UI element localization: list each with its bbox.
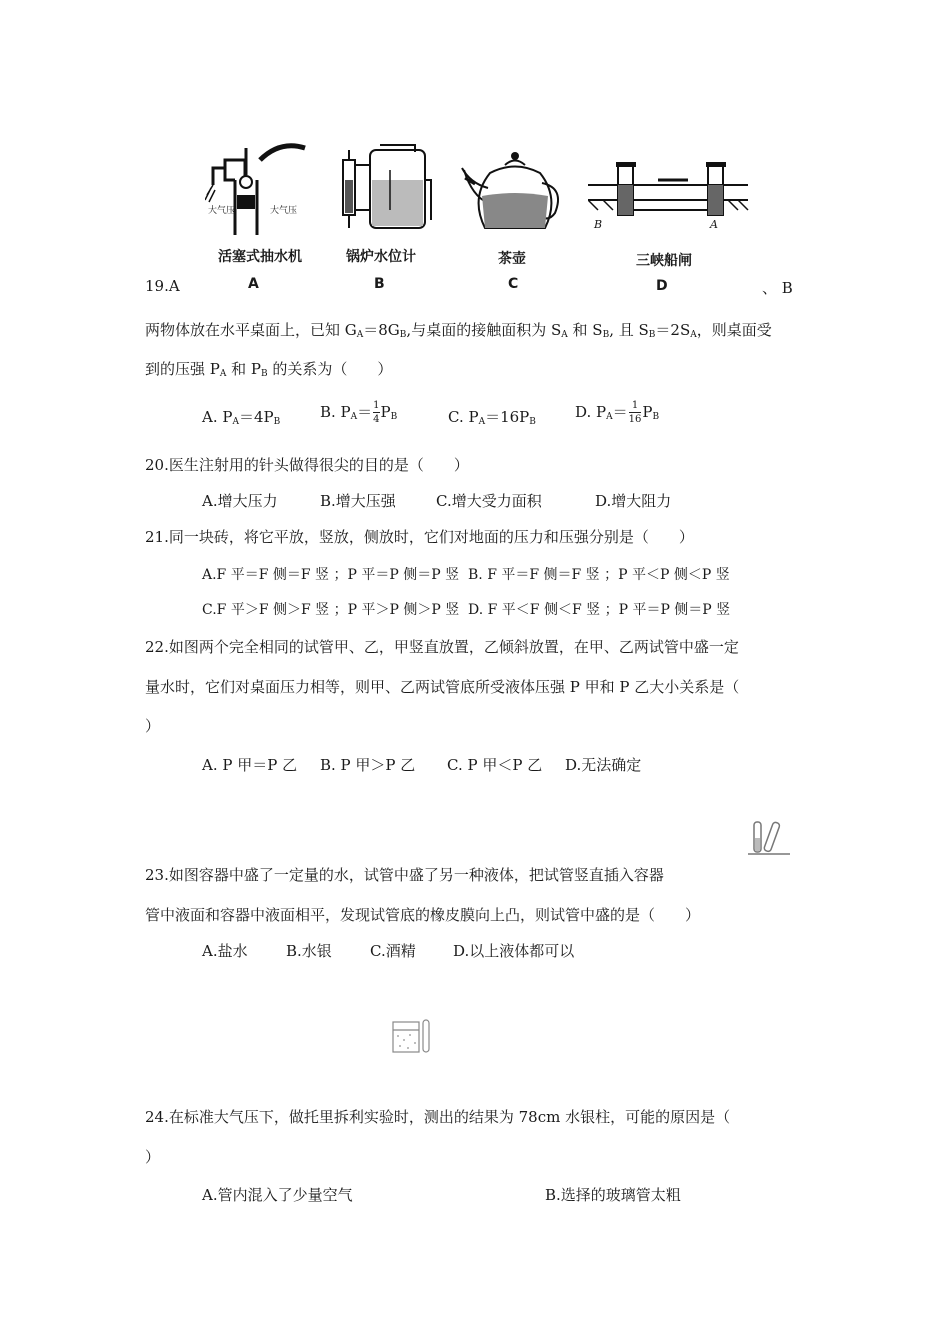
q19-line2: 两物体放在水平桌面上，已知 $G_A=8G_B$,与桌面的接触面积为 $S_A$ 和 $S_B$, 且 $S_B=2S_A$，则桌面受 (145, 321, 772, 340)
lock-label-a: A (710, 218, 718, 231)
caption-boiler-gauge: 锅炉水位计 (346, 249, 416, 265)
container-with-test-tube-figure (390, 1018, 440, 1056)
q22-line1: 22.如图两个完全相同的试管甲、乙，甲竖直放置，乙倾斜放置，在甲、乙两试管中盛一定 (145, 638, 739, 656)
q23-option-c[interactable]: C.酒精 (370, 942, 416, 960)
q22-option-c[interactable]: C. P 甲＜P 乙 (447, 756, 543, 774)
q20-option-a[interactable]: A.增大压力 (202, 492, 278, 510)
pump-label-left: 大气压 (208, 206, 236, 216)
q20-stem: 20.医生注射用的针头做得很尖的目的是（ ） (145, 456, 469, 474)
q24-option-a[interactable]: A.管内混入了少量空气 (202, 1186, 353, 1204)
q23-option-d[interactable]: D.以上液体都可以 (453, 942, 575, 960)
q20-option-c[interactable]: C.增大受力面积 (436, 492, 542, 510)
q22-line3: ） (145, 717, 161, 735)
q19-option-b[interactable]: B. $P_A=$ $\frac{1}{4}$ $P_B$ (320, 400, 398, 425)
boiler-water-gauge-illustration (335, 140, 435, 240)
figure-letter-d: D (656, 278, 668, 294)
piston-pump-illustration (205, 140, 320, 240)
q20-option-b[interactable]: B.增大压强 (320, 492, 396, 510)
ship-lock-illustration (588, 160, 753, 235)
q19-option-d[interactable]: D. $P_A=$ $\frac{1}{16}$ $P_B$ (575, 400, 660, 425)
q24-line1: 24.在标准大气压下，做托里拆利实验时，测出的结果为 78cm 水银柱，可能的原因是（ (145, 1108, 731, 1126)
q22-option-a[interactable]: A. P 甲＝P 乙 (202, 756, 298, 774)
q20-option-d[interactable]: D.增大阻力 (595, 492, 672, 510)
teapot-illustration (460, 148, 570, 243)
caption-piston-pump: 活塞式抽水机 (218, 249, 302, 265)
q21-option-d[interactable]: D. F 平＜F 侧＜F 竖 ；P 平＝P 侧＝P 竖 (468, 602, 731, 618)
q21-stem: 21.同一块砖，将它平放，竖放，侧放时，它们对地面的压力和压强分别是（ ） (145, 528, 694, 546)
q21-option-b[interactable]: B. F 平＝F 侧＝F 竖 ；P 平＜P 侧＜P 竖 (468, 567, 730, 583)
q19-option-a[interactable]: A. $P_A=4P_B$ (202, 408, 281, 427)
pump-label-right: 大气压 (270, 206, 298, 216)
test-tubes-figure (748, 818, 790, 860)
q21-option-a[interactable]: A.F 平＝F 侧＝F 竖 ；P 平＝P 侧＝P 竖 (202, 567, 460, 583)
q19-option-c[interactable]: C. $P_A=16P_B$ (448, 408, 536, 427)
q19-line1-end: 、 B (762, 279, 793, 297)
q23-line1: 23.如图容器中盛了一定量的水，试管中盛了另一种液体，把试管竖直插入容器 (145, 866, 664, 884)
q22-line2: 量水时，它们对桌面压力相等，则甲、乙两试管底所受液体压强 P 甲和 P 乙大小关系是（ (145, 678, 740, 696)
q23-line2: 管中液面和容器中液面相平，发现试管底的橡皮膜向上凸，则试管中盛的是（ ） (145, 906, 701, 924)
q22-option-b[interactable]: B. P 甲＞P 乙 (320, 756, 416, 774)
q24-option-b[interactable]: B.选择的玻璃管太粗 (545, 1186, 681, 1204)
figure-letter-c: C (508, 276, 519, 292)
q19-line1-start: 19.A (145, 277, 180, 295)
figure-letter-b: B (374, 276, 385, 292)
q19-line3: 到的压强 $P_A$ 和 $P_B$ 的关系为（ ） (145, 360, 393, 379)
q24-line2: ） (145, 1148, 161, 1166)
caption-teapot: 茶壶 (498, 251, 526, 267)
lock-label-b: B (594, 218, 603, 231)
caption-ship-lock: 三峡船闸 (636, 253, 692, 269)
q21-option-c[interactable]: C.F 平＞F 侧＞F 竖 ；P 平＞P 侧＞P 竖 (202, 602, 460, 618)
q22-option-d[interactable]: D.无法确定 (565, 756, 642, 774)
q23-option-b[interactable]: B.水银 (286, 942, 332, 960)
figure-letter-a: A (248, 276, 259, 292)
q23-option-a[interactable]: A.盐水 (202, 942, 248, 960)
